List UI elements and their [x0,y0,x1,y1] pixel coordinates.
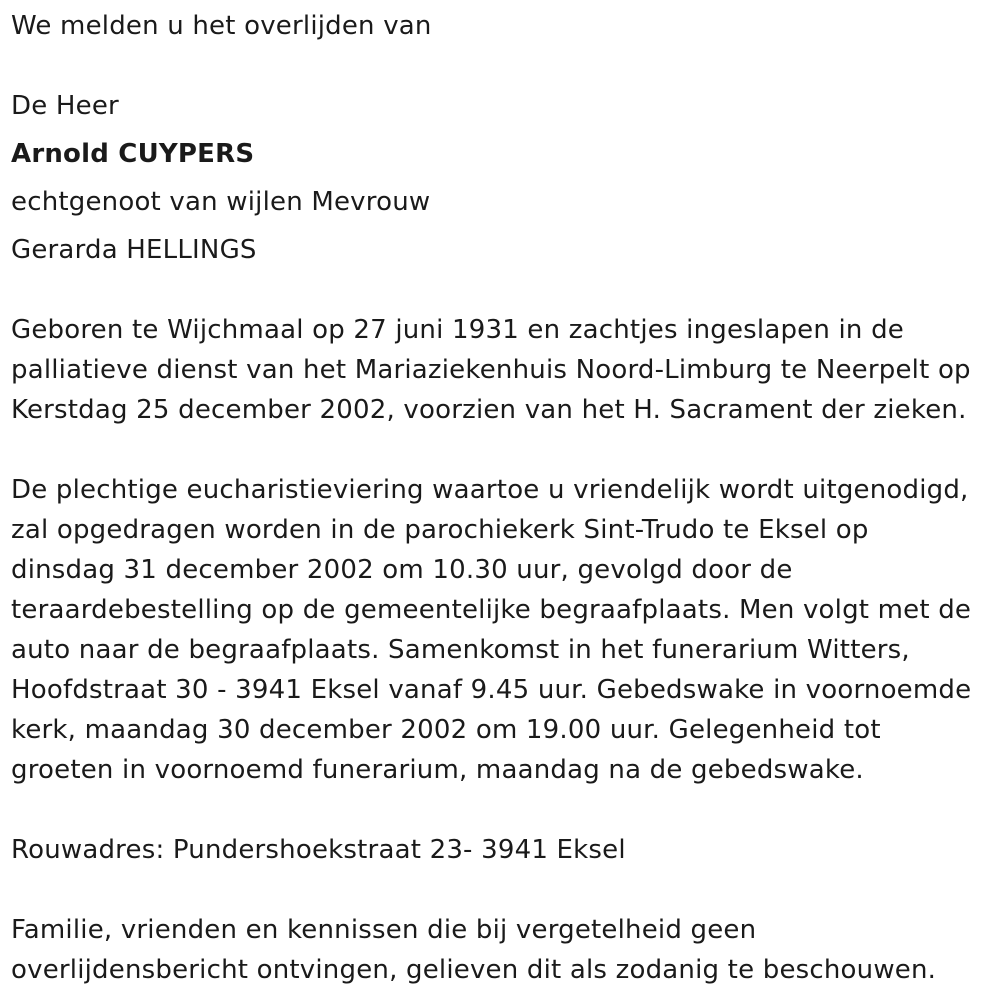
paragraph-line: groeten in voornoemd funerarium, maandag na de gebedswake. [11,755,864,785]
mourning-address: Rouwadres: Pundershoekstraat 23- 3941 Eksel [11,835,626,865]
spouse-name: Gerarda HELLINGS [11,235,257,265]
paragraph-line: Geboren te Wijchmaal op 27 juni 1931 en zachtjes ingeslapen in de [11,315,904,345]
paragraph-line: De plechtige eucharistieviering waartoe u vriendelijk wordt uitgenodigd, [11,475,969,505]
paragraph-line: auto naar de begraafplaats. Samenkomst in het funerarium Witters, [11,635,910,665]
deceased-name: Arnold CUYPERS [11,139,255,169]
paragraph-line: overlijdensbericht ontvingen, gelieven dit als zodanig te beschouwen. [11,955,937,985]
paragraph-line: Familie, vrienden en kennissen die bij vergetelheid geen [11,915,757,945]
paragraph-line: dinsdag 31 december 2002 om 10.30 uur, gevolgd door de [11,555,793,585]
family-paragraph [11,910,936,990]
paragraph-line: zal opgedragen worden in de parochiekerk Sint-Trudo te Eksel op [11,515,869,545]
birth-paragraph [11,310,971,430]
paragraph-line: Hoofdstraat 30 - 3941 Eksel vanaf 9.45 uur. Gebedswake in voornoemde [11,675,972,705]
paragraph-line: kerk, maandag 30 december 2002 om 19.00 uur. Gelegenheid tot [11,715,881,745]
paragraph-line: palliatieve dienst van het Mariaziekenhuis Noord-Limburg te Neerpelt op [11,355,971,385]
salutation: De Heer [11,91,119,121]
ceremony-paragraph [11,470,971,790]
spouse-relation: echtgenoot van wijlen Mevrouw [11,187,431,217]
mourning-address-paragraph [11,830,626,870]
paragraph-line: Kerstdag 25 december 2002, voorzien van het H. Sacrament der zieken. [11,395,967,425]
paragraph-line: teraardebestelling op de gemeentelijke begraafplaats. Men volgt met de [11,595,972,625]
intro-text: We melden u het overlijden van [11,11,432,41]
